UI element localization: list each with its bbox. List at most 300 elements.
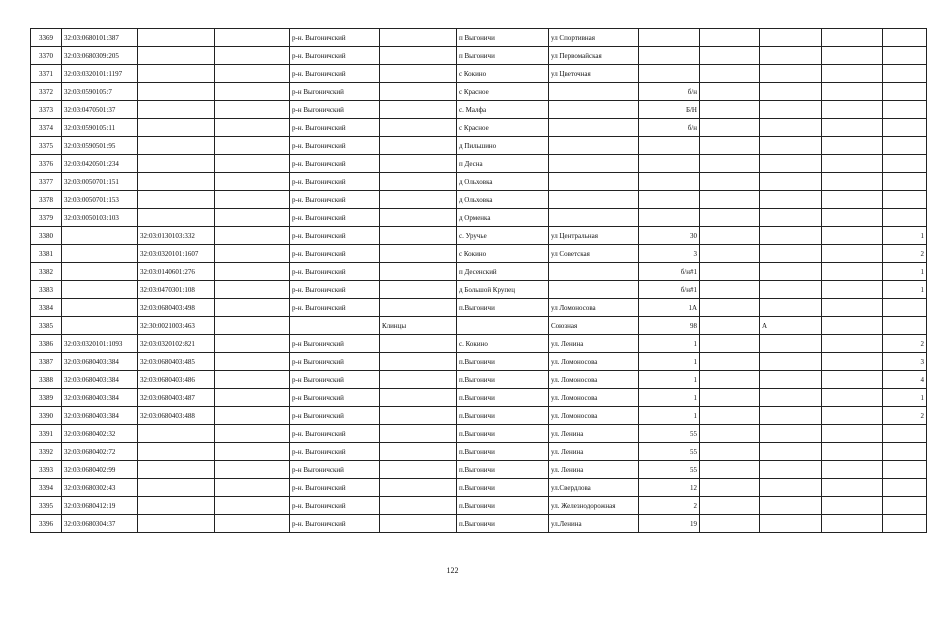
district-cell: р-н. Выгоничский	[290, 119, 380, 137]
unit-cell	[822, 407, 883, 425]
extra-number-cell	[215, 29, 290, 47]
table-row	[31, 65, 927, 83]
apartment-cell	[883, 299, 927, 317]
extra-number-cell	[215, 155, 290, 173]
row-number-cell: 3376	[31, 155, 62, 173]
parent-cadastral-number-cell: 32:30:0021003:463	[138, 317, 215, 335]
settlement-cell: с. Уручье	[457, 227, 549, 245]
row-number-cell: 3375	[31, 137, 62, 155]
apartment-cell	[883, 191, 927, 209]
street-cell: ул. Ломоносова	[549, 353, 639, 371]
district-cell: р-н. Выгоничский	[290, 191, 380, 209]
extra-number-cell	[215, 191, 290, 209]
apartment-cell	[883, 47, 927, 65]
letter-cell	[760, 299, 822, 317]
unit-cell	[822, 497, 883, 515]
building-cell	[700, 281, 760, 299]
unit-cell	[822, 155, 883, 173]
district-cell	[290, 317, 380, 335]
parent-cadastral-number-cell	[138, 479, 215, 497]
settlement-cell: п.Выгоничи	[457, 389, 549, 407]
apartment-cell	[883, 155, 927, 173]
city-cell	[380, 299, 457, 317]
street-cell: ул. Ленина	[549, 443, 639, 461]
table-row	[31, 263, 927, 281]
house-number-cell	[639, 29, 700, 47]
unit-cell	[822, 29, 883, 47]
street-cell	[549, 137, 639, 155]
district-cell: р-н. Выгоничский	[290, 299, 380, 317]
street-cell	[549, 155, 639, 173]
letter-cell	[760, 425, 822, 443]
extra-number-cell	[215, 83, 290, 101]
row-number-cell: 3374	[31, 119, 62, 137]
extra-number-cell	[215, 47, 290, 65]
street-cell: ул. Ленина	[549, 461, 639, 479]
cadastral-number-cell	[62, 263, 138, 281]
street-cell: ул. Ленина	[549, 425, 639, 443]
apartment-cell	[883, 515, 927, 533]
parent-cadastral-number-cell	[138, 191, 215, 209]
letter-cell	[760, 173, 822, 191]
settlement-cell: п.Выгоничи	[457, 515, 549, 533]
city-cell	[380, 443, 457, 461]
extra-number-cell	[215, 245, 290, 263]
extra-number-cell	[215, 371, 290, 389]
cadastral-number-cell: 32:03:0050701:151	[62, 173, 138, 191]
street-cell: ул. Железнодорожная	[549, 497, 639, 515]
city-cell	[380, 407, 457, 425]
settlement-cell: п Выгоничи	[457, 29, 549, 47]
apartment-cell: 3	[883, 353, 927, 371]
street-cell: ул Спортивная	[549, 29, 639, 47]
city-cell	[380, 83, 457, 101]
building-cell	[700, 83, 760, 101]
house-number-cell: 2	[639, 497, 700, 515]
street-cell: ул Советская	[549, 245, 639, 263]
street-cell: ул Ломоносова	[549, 299, 639, 317]
street-cell: ул Центральная	[549, 227, 639, 245]
parent-cadastral-number-cell: 32:03:0140601:276	[138, 263, 215, 281]
parent-cadastral-number-cell	[138, 29, 215, 47]
parent-cadastral-number-cell	[138, 83, 215, 101]
building-cell	[700, 173, 760, 191]
city-cell	[380, 281, 457, 299]
table-row	[31, 461, 927, 479]
house-number-cell	[639, 65, 700, 83]
parent-cadastral-number-cell	[138, 173, 215, 191]
city-cell	[380, 173, 457, 191]
building-cell	[700, 335, 760, 353]
house-number-cell: 1А	[639, 299, 700, 317]
extra-number-cell	[215, 335, 290, 353]
settlement-cell: п Выгоничи	[457, 47, 549, 65]
unit-cell	[822, 335, 883, 353]
unit-cell	[822, 353, 883, 371]
apartment-cell: 2	[883, 407, 927, 425]
house-number-cell	[639, 191, 700, 209]
street-cell: ул. Ломоносова	[549, 407, 639, 425]
cadastral-number-cell: 32:03:0680402:72	[62, 443, 138, 461]
settlement-cell: с Кокино	[457, 245, 549, 263]
extra-number-cell	[215, 317, 290, 335]
city-cell	[380, 479, 457, 497]
city-cell	[380, 389, 457, 407]
table-row	[31, 299, 927, 317]
settlement-cell	[457, 317, 549, 335]
street-cell: ул Цветочная	[549, 65, 639, 83]
street-cell	[549, 281, 639, 299]
cadastral-number-cell: 32:03:0680302:43	[62, 479, 138, 497]
unit-cell	[822, 317, 883, 335]
apartment-cell: 1	[883, 281, 927, 299]
parent-cadastral-number-cell	[138, 461, 215, 479]
building-cell	[700, 65, 760, 83]
settlement-cell: с. Малфа	[457, 101, 549, 119]
city-cell	[380, 65, 457, 83]
extra-number-cell	[215, 119, 290, 137]
parent-cadastral-number-cell	[138, 155, 215, 173]
letter-cell	[760, 389, 822, 407]
row-number-cell: 3394	[31, 479, 62, 497]
parent-cadastral-number-cell	[138, 137, 215, 155]
unit-cell	[822, 209, 883, 227]
cadastral-number-cell: 32:03:0680304:37	[62, 515, 138, 533]
apartment-cell	[883, 65, 927, 83]
table-row	[31, 281, 927, 299]
building-cell	[700, 155, 760, 173]
house-number-cell: б/н	[639, 119, 700, 137]
city-cell	[380, 371, 457, 389]
apartment-cell: 1	[883, 389, 927, 407]
district-cell: р-н. Выгоничский	[290, 479, 380, 497]
extra-number-cell	[215, 425, 290, 443]
parent-cadastral-number-cell: 32:03:0680403:498	[138, 299, 215, 317]
district-cell: р-н. Выгоничский	[290, 155, 380, 173]
row-number-cell: 3372	[31, 83, 62, 101]
extra-number-cell	[215, 389, 290, 407]
extra-number-cell	[215, 137, 290, 155]
row-number-cell: 3390	[31, 407, 62, 425]
parent-cadastral-number-cell: 32:03:0680403:486	[138, 371, 215, 389]
district-cell: р-н. Выгоничский	[290, 209, 380, 227]
settlement-cell: п.Выгоничи	[457, 353, 549, 371]
building-cell	[700, 299, 760, 317]
row-number-cell: 3388	[31, 371, 62, 389]
apartment-cell	[883, 119, 927, 137]
building-cell	[700, 497, 760, 515]
city-cell	[380, 209, 457, 227]
letter-cell	[760, 515, 822, 533]
table-row	[31, 83, 927, 101]
letter-cell	[760, 479, 822, 497]
unit-cell	[822, 191, 883, 209]
row-number-cell: 3386	[31, 335, 62, 353]
register-body	[31, 29, 927, 533]
unit-cell	[822, 479, 883, 497]
cadastral-number-cell: 32:03:0050701:153	[62, 191, 138, 209]
street-cell	[549, 191, 639, 209]
district-cell: р-н. Выгоничский	[290, 227, 380, 245]
unit-cell	[822, 245, 883, 263]
building-cell	[700, 137, 760, 155]
row-number-cell: 3382	[31, 263, 62, 281]
row-number-cell: 3392	[31, 443, 62, 461]
district-cell: р-н. Выгоничский	[290, 47, 380, 65]
cadastral-number-cell: 32:03:0680309:205	[62, 47, 138, 65]
building-cell	[700, 47, 760, 65]
letter-cell	[760, 371, 822, 389]
cadastral-number-cell: 32:03:0420501:234	[62, 155, 138, 173]
unit-cell	[822, 371, 883, 389]
table-row	[31, 479, 927, 497]
table-row	[31, 515, 927, 533]
district-cell: р-н Выгоничский	[290, 83, 380, 101]
city-cell	[380, 47, 457, 65]
settlement-cell: п.Выгоничи	[457, 443, 549, 461]
street-cell: ул Первомайская	[549, 47, 639, 65]
table-row	[31, 245, 927, 263]
building-cell	[700, 353, 760, 371]
city-cell	[380, 119, 457, 137]
extra-number-cell	[215, 461, 290, 479]
cadastral-number-cell: 32:03:0680402:99	[62, 461, 138, 479]
cadastral-number-cell: 32:03:0320101:1093	[62, 335, 138, 353]
district-cell: р-н. Выгоничский	[290, 281, 380, 299]
table-row	[31, 335, 927, 353]
house-number-cell	[639, 209, 700, 227]
unit-cell	[822, 83, 883, 101]
building-cell	[700, 389, 760, 407]
cadastral-number-cell: 32:03:0050103:103	[62, 209, 138, 227]
table-row	[31, 371, 927, 389]
row-number-cell: 3369	[31, 29, 62, 47]
parent-cadastral-number-cell	[138, 209, 215, 227]
parent-cadastral-number-cell	[138, 425, 215, 443]
settlement-cell: п.Выгоничи	[457, 407, 549, 425]
letter-cell	[760, 65, 822, 83]
house-number-cell: 19	[639, 515, 700, 533]
apartment-cell: 2	[883, 335, 927, 353]
settlement-cell: с Кокино	[457, 65, 549, 83]
parent-cadastral-number-cell	[138, 515, 215, 533]
apartment-cell	[883, 479, 927, 497]
district-cell: р-н. Выгоничский	[290, 29, 380, 47]
street-cell: ул. Ленина	[549, 335, 639, 353]
row-number-cell: 3371	[31, 65, 62, 83]
house-number-cell: б/н	[639, 83, 700, 101]
settlement-cell: п.Выгоничи	[457, 497, 549, 515]
apartment-cell: 1	[883, 227, 927, 245]
settlement-cell: с Красное	[457, 119, 549, 137]
apartment-cell	[883, 101, 927, 119]
parent-cadastral-number-cell	[138, 101, 215, 119]
letter-cell	[760, 497, 822, 515]
house-number-cell	[639, 173, 700, 191]
street-cell	[549, 173, 639, 191]
parent-cadastral-number-cell: 32:03:0320102:821	[138, 335, 215, 353]
building-cell	[700, 317, 760, 335]
building-cell	[700, 515, 760, 533]
house-number-cell: 55	[639, 443, 700, 461]
building-cell	[700, 227, 760, 245]
city-cell	[380, 263, 457, 281]
extra-number-cell	[215, 227, 290, 245]
cadastral-number-cell	[62, 245, 138, 263]
table-row	[31, 209, 927, 227]
building-cell	[700, 29, 760, 47]
city-cell: Клинцы	[380, 317, 457, 335]
apartment-cell	[883, 209, 927, 227]
unit-cell	[822, 173, 883, 191]
district-cell: р-н Выгоничский	[290, 335, 380, 353]
house-number-cell: 1	[639, 407, 700, 425]
extra-number-cell	[215, 353, 290, 371]
table-row	[31, 29, 927, 47]
district-cell: р-н. Выгоничский	[290, 443, 380, 461]
extra-number-cell	[215, 65, 290, 83]
apartment-cell	[883, 443, 927, 461]
district-cell: р-н Выгоничский	[290, 371, 380, 389]
district-cell: р-н Выгоничский	[290, 353, 380, 371]
house-number-cell: 12	[639, 479, 700, 497]
table-row	[31, 173, 927, 191]
row-number-cell: 3396	[31, 515, 62, 533]
letter-cell	[760, 245, 822, 263]
city-cell	[380, 425, 457, 443]
table-row	[31, 155, 927, 173]
apartment-cell: 4	[883, 371, 927, 389]
house-number-cell	[639, 155, 700, 173]
unit-cell	[822, 461, 883, 479]
unit-cell	[822, 515, 883, 533]
city-cell	[380, 461, 457, 479]
house-number-cell: б/н#1	[639, 281, 700, 299]
cadastral-number-cell: 32:03:0680412:19	[62, 497, 138, 515]
row-number-cell: 3380	[31, 227, 62, 245]
district-cell: р-н. Выгоничский	[290, 173, 380, 191]
district-cell: р-н Выгоничский	[290, 407, 380, 425]
extra-number-cell	[215, 479, 290, 497]
city-cell	[380, 245, 457, 263]
apartment-cell	[883, 137, 927, 155]
apartment-cell	[883, 317, 927, 335]
district-cell: р-н. Выгоничский	[290, 245, 380, 263]
row-number-cell: 3395	[31, 497, 62, 515]
house-number-cell: 1	[639, 389, 700, 407]
building-cell	[700, 443, 760, 461]
settlement-cell: с. Кокино	[457, 335, 549, 353]
district-cell: р-н Выгоничский	[290, 101, 380, 119]
table-row	[31, 317, 927, 335]
settlement-cell: п Десенский	[457, 263, 549, 281]
letter-cell	[760, 353, 822, 371]
settlement-cell: п Десна	[457, 155, 549, 173]
cadastral-number-cell: 32:03:0680403:384	[62, 371, 138, 389]
parent-cadastral-number-cell	[138, 443, 215, 461]
extra-number-cell	[215, 209, 290, 227]
letter-cell	[760, 227, 822, 245]
cadastral-number-cell: 32:03:0590105:11	[62, 119, 138, 137]
building-cell	[700, 371, 760, 389]
row-number-cell: 3389	[31, 389, 62, 407]
extra-number-cell	[215, 407, 290, 425]
table-row	[31, 227, 927, 245]
extra-number-cell	[215, 263, 290, 281]
extra-number-cell	[215, 443, 290, 461]
extra-number-cell	[215, 299, 290, 317]
table-row	[31, 407, 927, 425]
cadastral-number-cell: 32:03:0680403:384	[62, 353, 138, 371]
letter-cell	[760, 155, 822, 173]
cadastral-number-cell: 32:03:0680402:32	[62, 425, 138, 443]
letter-cell	[760, 119, 822, 137]
city-cell	[380, 353, 457, 371]
cadastral-number-cell: 32:03:0680403:384	[62, 389, 138, 407]
cadastral-number-cell: 32:03:0680403:384	[62, 407, 138, 425]
cadastral-number-cell	[62, 317, 138, 335]
apartment-cell	[883, 83, 927, 101]
row-number-cell: 3373	[31, 101, 62, 119]
row-number-cell: 3383	[31, 281, 62, 299]
street-cell	[549, 209, 639, 227]
letter-cell	[760, 335, 822, 353]
unit-cell	[822, 227, 883, 245]
district-cell: р-н. Выгоничский	[290, 425, 380, 443]
cadastral-number-cell	[62, 227, 138, 245]
settlement-cell: д Большой Крупец	[457, 281, 549, 299]
row-number-cell: 3370	[31, 47, 62, 65]
street-cell: Союзная	[549, 317, 639, 335]
settlement-cell: с Красное	[457, 83, 549, 101]
district-cell: р-н. Выгоничский	[290, 497, 380, 515]
letter-cell	[760, 281, 822, 299]
unit-cell	[822, 443, 883, 461]
table-row	[31, 119, 927, 137]
building-cell	[700, 461, 760, 479]
district-cell: р-н. Выгоничский	[290, 137, 380, 155]
parent-cadastral-number-cell	[138, 119, 215, 137]
table-row	[31, 191, 927, 209]
cadastral-number-cell: 32:03:0680101:387	[62, 29, 138, 47]
district-cell: р-н. Выгоничский	[290, 65, 380, 83]
street-cell	[549, 83, 639, 101]
letter-cell	[760, 461, 822, 479]
unit-cell	[822, 281, 883, 299]
cadastral-number-cell: 32:03:0590105:7	[62, 83, 138, 101]
parent-cadastral-number-cell: 32:03:0680403:485	[138, 353, 215, 371]
cadastral-number-cell: 32:03:0320101:1197	[62, 65, 138, 83]
extra-number-cell	[215, 497, 290, 515]
street-cell: ул. Ломоносова	[549, 371, 639, 389]
apartment-cell	[883, 425, 927, 443]
district-cell: р-н. Выгоничский	[290, 515, 380, 533]
building-cell	[700, 209, 760, 227]
letter-cell	[760, 101, 822, 119]
city-cell	[380, 137, 457, 155]
house-number-cell	[639, 137, 700, 155]
extra-number-cell	[215, 515, 290, 533]
table-row	[31, 47, 927, 65]
city-cell	[380, 155, 457, 173]
parent-cadastral-number-cell: 32:03:0680403:487	[138, 389, 215, 407]
settlement-cell: п.Выгоничи	[457, 479, 549, 497]
parent-cadastral-number-cell	[138, 47, 215, 65]
letter-cell	[760, 137, 822, 155]
building-cell	[700, 263, 760, 281]
city-cell	[380, 191, 457, 209]
house-number-cell: 1	[639, 335, 700, 353]
